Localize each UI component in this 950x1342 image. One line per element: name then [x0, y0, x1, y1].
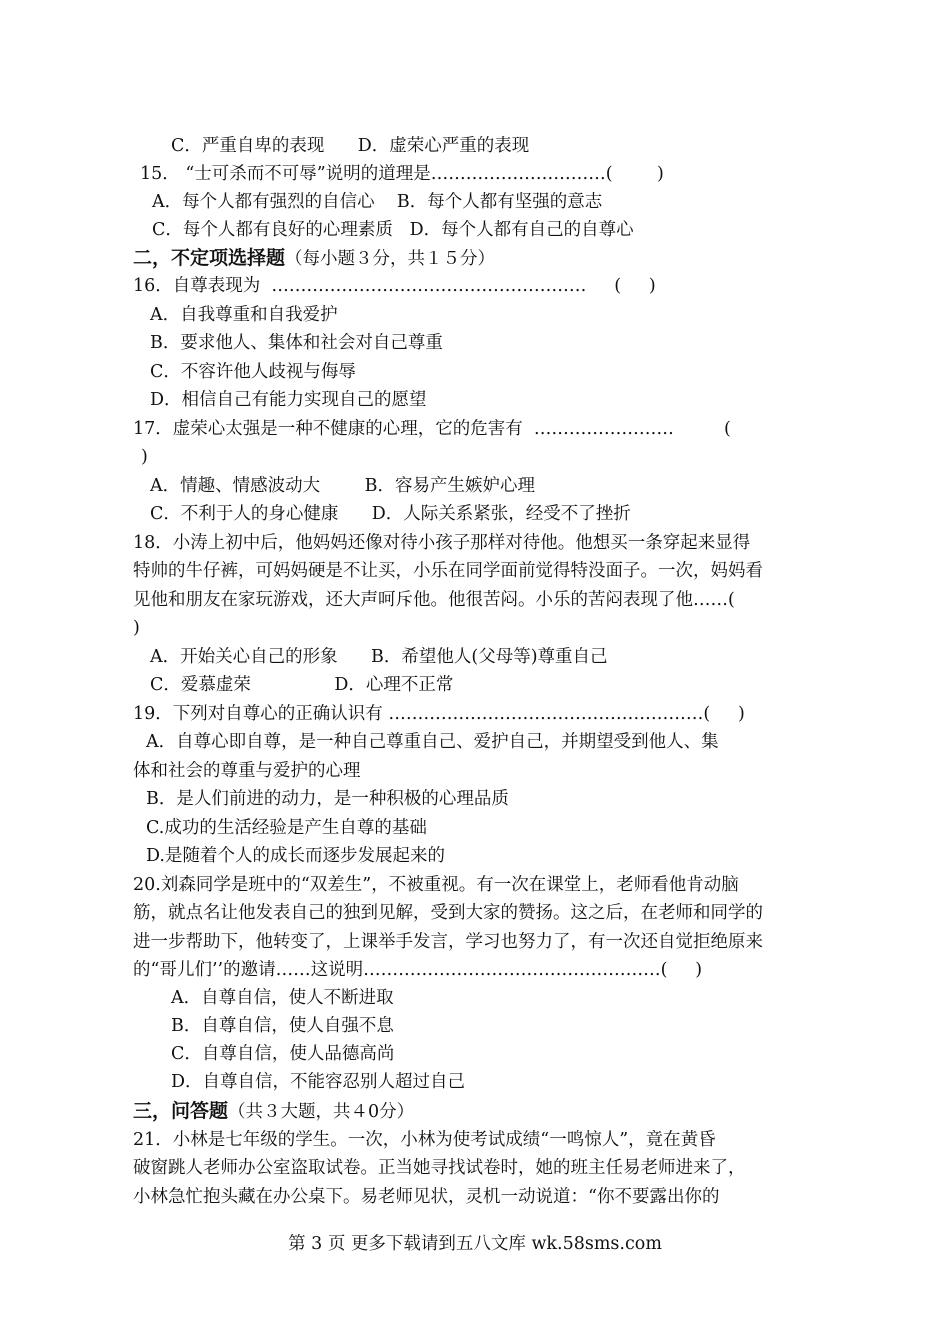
q18-stem-line1: 18．小涛上初中后，他妈妈还像对待小孩子那样对待他。他想买一条穿起来显得 [133, 533, 751, 553]
q16-option-b: B．要求他人、集体和社会对自己尊重 [150, 333, 443, 353]
page-footer: 第 3 页 更多下载请到五八文库 wk.58sms.com [288, 1234, 662, 1254]
q16-option-c: C．不容许他人歧视与侮辱 [150, 362, 356, 382]
q17-stem-bracket: ) [141, 447, 148, 467]
q18-stem-line3: 见他和朋友在家玩游戏，还大声呵斥他。他很苦闷。小乐的苦闷表现了他……( [133, 590, 735, 610]
q16-option-a: A．自我尊重和自我爱护 [150, 305, 338, 325]
section-3-heading [133, 1099, 414, 1124]
q19-stem: 19．下列对自尊心的正确认识有 ………………………………………………( ) [133, 704, 745, 724]
q19-option-a-line2: 体和社会的尊重与爱护的心理 [133, 761, 361, 781]
q17-options-cd: C．不利于人的身心健康 D．人际关系紧张，经受不了挫折 [150, 504, 631, 524]
q20-option-b: B．自尊自信，使人自强不息 [171, 1016, 394, 1036]
q15-options-cd: C．每个人都有良好的心理素质 D．每个人都有自己的自尊心 [152, 220, 634, 240]
q21-stem-line1: 21．小林是七年级的学生。一次，小林为使考试成绩“一鸣惊人”，竟在黄昏 [133, 1130, 716, 1150]
q21-stem-line3: 小林急忙抱头藏在办公桌下。易老师见状，灵机一动说道：“你不要露出你的 [133, 1187, 720, 1207]
q15-options-ab: A．每个人都有强烈的自信心 B．每个人都有坚强的意志 [152, 192, 603, 212]
q16-option-d: D．相信自己有能力实现自己的愿望 [150, 390, 427, 410]
q18-options-cd: C．爱慕虚荣 D．心理不正常 [150, 675, 454, 695]
q20-option-d: D．自尊自信，不能容忍别人超过自己 [171, 1072, 466, 1092]
q20-stem-line4: 的“哥儿们’’的邀请……这说明……………………………………………( ) [133, 960, 703, 980]
section-2-title: 二，不定项选择题 [133, 247, 286, 269]
q15-stem: 15． “士可杀而不可辱”说明的道理是…………………………( ) [140, 164, 664, 184]
q20-stem-line2: 筋，就点名让他发表自己的独到见解，受到大家的赞扬。这之后，在老师和同学的 [133, 903, 763, 923]
section-2-heading [133, 246, 495, 271]
q19-option-a-line1: A．自尊心即自尊，是一种自己尊重自己、爱护自己，并期望受到他人、集 [146, 732, 719, 752]
q20-option-a: A．自尊自信，使人不断进取 [171, 988, 394, 1008]
q21-stem-line2: 破窗跳人老师办公室盗取试卷。正当她寻找试卷时，她的班主任易老师进来了， [133, 1158, 746, 1178]
q14-options-cd: C．严重自卑的表现 D．虚荣心严重的表现 [171, 136, 530, 156]
q19-option-c: C.成功的生活经验是产生自尊的基础 [146, 818, 427, 838]
section-2-note: （每小题３分，共１５分） [285, 249, 496, 269]
q20-stem-line3: 进一步帮助下，他转变了，上课举手发言，学习也努力了，有一次还自觉拒绝原来 [133, 932, 763, 952]
q16-stem: 16．自尊表现为 ……………………………………………… ( ) [133, 276, 656, 296]
q17-stem: 17．虚荣心太强是一种不健康的心理，它的危害有 …………………… ( [133, 419, 731, 439]
q18-stem-line2: 特帅的牛仔裤，可妈妈硬是不让买，小乐在同学面前觉得特没面子。一次，妈妈看 [133, 561, 763, 581]
q18-options-ab: A．开始关心自己的形象 B．希望他人(父母等)尊重自己 [150, 647, 608, 667]
q20-stem-line1: 20.刘森同学是班中的“双差生”，不被重视。有一次在课堂上，老师看他肯动脑 [133, 875, 739, 895]
q18-stem-bracket: ) [133, 618, 140, 638]
q19-option-d: D.是随着个人的成长而逐步发展起来的 [146, 846, 445, 866]
q17-options-ab: A．情趣、情感波动大 B．容易产生嫉妒心理 [150, 476, 535, 496]
q19-option-b: B．是人们前进的动力，是一种积极的心理品质 [146, 789, 509, 809]
section-3-note: （共３大题，共４0分） [228, 1102, 415, 1122]
section-3-title: 三，问答题 [133, 1100, 229, 1122]
q20-option-c: C．自尊自信，使人品德高尚 [171, 1044, 395, 1064]
